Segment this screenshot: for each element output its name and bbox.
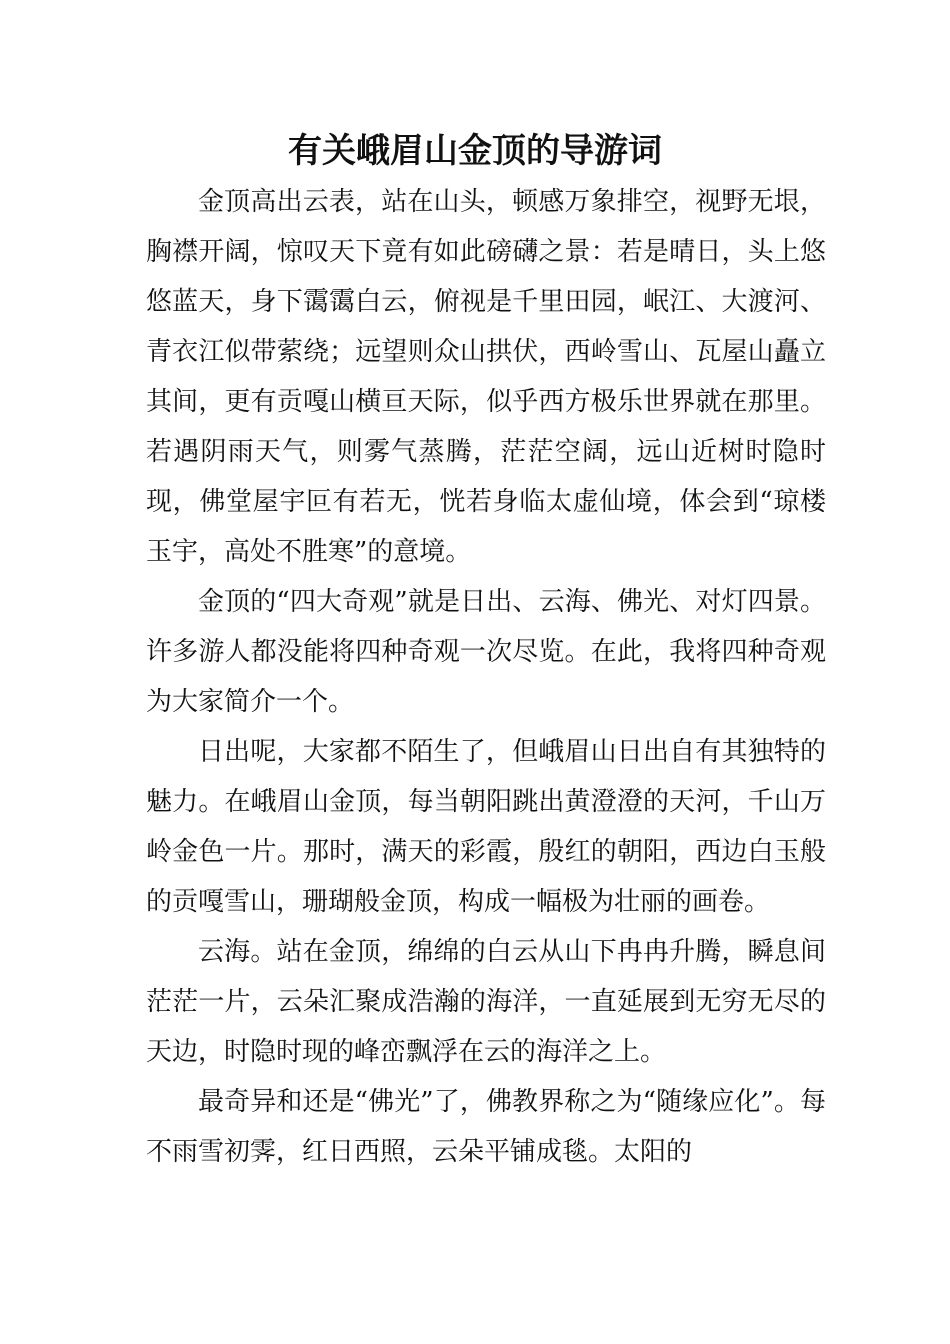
paragraph-sea-of-clouds: 云海。站在金顶，绵绵的白云从山下冉冉升腾，瞬息间茫茫一片，云朵汇聚成浩瀚的海洋，一直延展到无穷无尽的天边，时隐时现的峰峦飘浮在云的海洋之上。 [146,937,826,1067]
document-body [146,177,826,1177]
paragraph-sunrise: 日出呢，大家都不陌生了，但峨眉山日出自有其独特的魅力。在峨眉山金顶，每当朝阳跳出黄澄澄的天河，千山万岭金色一片。那时，满天的彩霞，殷红的朝阳，西边白玉般的贡嘎雪山，珊瑚般金顶，构成一幅极为壮丽的画卷。 [146,737,826,917]
paragraph-four-wonders: 金顶的“四大奇观”就是日出、云海、佛光、对灯四景。许多游人都没能将四种奇观一次尽览。在此，我将四种奇观为大家简介一个。 [146,587,826,717]
paragraph-buddha-light: 最奇异和还是“佛光”了，佛教界称之为“随缘应化”。每不雨雪初霁，红日西照，云朵平铺成毯。太阳的 [146,1087,826,1167]
document-title: 有关峨眉山金顶的导游词 [288,131,662,171]
paragraph-summit-view: 金顶高出云表，站在山头，顿感万象排空，视野无垠，胸襟开阔，惊叹天下竟有如此磅礴之景：若是晴日，头上悠悠蓝天，身下霭霭白云，俯视是千里田园，岷江、大渡河、青衣江似带萦绕；远望则众山拱伏，西岭雪山、瓦屋山矗立其间，更有贡嘎山横亘天际，似乎西方极乐世界就在那里。若遇阴雨天气，则雾气蒸腾，茫茫空阔，远山近树时隐时现，佛堂屋宇叵有若无，恍若身临太虚仙境，体会到“琼楼玉宇，高处不胜寒”的意境。 [146,187,826,567]
